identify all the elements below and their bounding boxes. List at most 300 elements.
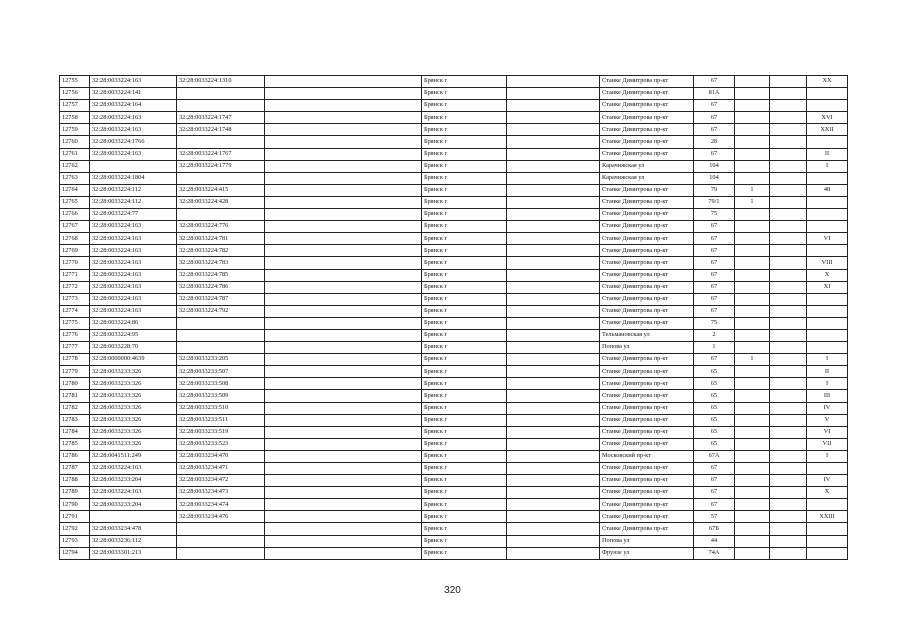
cell-parent-cadastral-number: 32:28:0033224:163 [90, 112, 177, 124]
table-row [60, 221, 848, 233]
cell-house-number: 67 [694, 100, 735, 112]
cell-premises-number [807, 100, 848, 112]
cell-house-number: 67 [694, 487, 735, 499]
cell-street: Станке Димитрова пр-кт [600, 305, 694, 317]
cell-parent-cadastral-number: 32:28:0033233:204 [90, 499, 177, 511]
cell-cadastral-number: 32:28:0033234:472 [177, 475, 265, 487]
cell-row-number: 12758 [60, 112, 90, 124]
cell-blank-column [265, 269, 422, 281]
cell-blank-column [265, 366, 422, 378]
cell-extra [770, 305, 807, 317]
cell-row-number: 12756 [60, 88, 90, 100]
cell-district [507, 354, 600, 366]
cell-blank-column [265, 342, 422, 354]
cell-cadastral-number: 32:28:0033233:205 [177, 354, 265, 366]
cell-premises-number [807, 523, 848, 535]
cell-district [507, 305, 600, 317]
cell-extra [770, 487, 807, 499]
cell-extra [770, 438, 807, 450]
cell-district [507, 499, 600, 511]
cell-premises-number [807, 88, 848, 100]
cell-street: Станке Димитрова пр-кт [600, 257, 694, 269]
cell-building [735, 221, 770, 233]
cell-building [735, 112, 770, 124]
cell-district [507, 475, 600, 487]
cell-district [507, 378, 600, 390]
cell-building [735, 88, 770, 100]
cell-blank-column [265, 390, 422, 402]
cell-street: Станке Димитрова пр-кт [600, 511, 694, 523]
cell-extra [770, 281, 807, 293]
cell-house-number: 67 [694, 257, 735, 269]
cell-house-number: 67 [694, 112, 735, 124]
cell-premises-number [807, 547, 848, 559]
cell-house-number: 65 [694, 378, 735, 390]
cell-street: Станке Димитрова пр-кт [600, 196, 694, 208]
cell-parent-cadastral-number: 32:28:0033224:95 [90, 329, 177, 341]
cell-blank-column [265, 112, 422, 124]
cell-building [735, 426, 770, 438]
cell-house-number: 28 [694, 136, 735, 148]
cell-street: Станке Димитрова пр-кт [600, 245, 694, 257]
cell-extra [770, 184, 807, 196]
cell-house-number: 67 [694, 354, 735, 366]
cell-parent-cadastral-number: 32:28:0033224:141 [90, 88, 177, 100]
cell-row-number: 12768 [60, 233, 90, 245]
page-number: 320 [444, 585, 461, 596]
table-row [60, 487, 848, 499]
table-row [60, 136, 848, 148]
cell-building [735, 160, 770, 172]
table-row [60, 354, 848, 366]
cell-district [507, 293, 600, 305]
cell-extra [770, 499, 807, 511]
cell-row-number: 12781 [60, 390, 90, 402]
cell-extra [770, 329, 807, 341]
cell-parent-cadastral-number: 32:28:0000000:4639 [90, 354, 177, 366]
cell-house-number: 67 [694, 124, 735, 136]
table-row [60, 342, 848, 354]
cell-house-number: 79 [694, 184, 735, 196]
cell-row-number: 12780 [60, 378, 90, 390]
cell-street: Станке Димитрова пр-кт [600, 463, 694, 475]
table-row [60, 124, 848, 136]
cell-premises-number [807, 293, 848, 305]
table-row [60, 233, 848, 245]
cell-row-number: 12777 [60, 342, 90, 354]
cell-city: Брянск г [422, 257, 507, 269]
cell-row-number: 12794 [60, 547, 90, 559]
cell-row-number: 12778 [60, 354, 90, 366]
cell-blank-column [265, 233, 422, 245]
cell-blank-column [265, 414, 422, 426]
cell-house-number: 79/1 [694, 196, 735, 208]
cell-house-number: 67 [694, 245, 735, 257]
cell-row-number: 12771 [60, 269, 90, 281]
cell-blank-column [265, 487, 422, 499]
cell-building [735, 293, 770, 305]
table-row [60, 148, 848, 160]
cell-city: Брянск г [422, 172, 507, 184]
cell-cadastral-number: 32:28:0033234:470 [177, 450, 265, 462]
cell-extra [770, 233, 807, 245]
cell-cadastral-number: 32:28:0033224:783 [177, 257, 265, 269]
table-row [60, 172, 848, 184]
cell-parent-cadastral-number: 32:28:0033224:86 [90, 317, 177, 329]
cell-extra [770, 257, 807, 269]
cell-building [735, 136, 770, 148]
cell-cadastral-number: 32:28:0033224:1767 [177, 148, 265, 160]
cell-parent-cadastral-number: 32:28:0033224:1766 [90, 136, 177, 148]
cell-premises-number: IV [807, 475, 848, 487]
cell-house-number: 65 [694, 366, 735, 378]
cell-parent-cadastral-number: 32:28:0033224:163 [90, 463, 177, 475]
cell-parent-cadastral-number: 32:28:0033224:77 [90, 209, 177, 221]
cell-row-number: 12782 [60, 402, 90, 414]
cell-district [507, 148, 600, 160]
cell-extra [770, 196, 807, 208]
cell-district [507, 269, 600, 281]
cell-street: Станке Димитрова пр-кт [600, 269, 694, 281]
cell-cadastral-number: 32:28:0033224:786 [177, 281, 265, 293]
cell-building [735, 378, 770, 390]
cell-building [735, 450, 770, 462]
cell-city: Брянск г [422, 414, 507, 426]
cell-extra [770, 523, 807, 535]
cell-city: Брянск г [422, 354, 507, 366]
cell-extra [770, 245, 807, 257]
cell-house-number: 65 [694, 414, 735, 426]
cell-city: Брянск г [422, 269, 507, 281]
cell-street: Станке Димитрова пр-кт [600, 523, 694, 535]
cell-city: Брянск г [422, 245, 507, 257]
cell-building [735, 281, 770, 293]
cell-blank-column [265, 172, 422, 184]
cell-extra [770, 450, 807, 462]
cell-cadastral-number: 32:28:0033224:415 [177, 184, 265, 196]
cell-cadastral-number: 32:28:0033234:474 [177, 499, 265, 511]
cell-premises-number: VIII [807, 257, 848, 269]
cell-district [507, 342, 600, 354]
cell-cadastral-number [177, 88, 265, 100]
cell-street: Станке Димитрова пр-кт [600, 390, 694, 402]
cell-row-number: 12767 [60, 221, 90, 233]
cell-district [507, 463, 600, 475]
cell-district [507, 329, 600, 341]
cell-premises-number: I [807, 378, 848, 390]
cell-parent-cadastral-number [90, 511, 177, 523]
cell-building [735, 366, 770, 378]
cell-blank-column [265, 475, 422, 487]
cell-parent-cadastral-number: 32:28:0033236:112 [90, 535, 177, 547]
cell-cadastral-number: 32:28:0033233:511 [177, 414, 265, 426]
table-row [60, 475, 848, 487]
cell-building [735, 342, 770, 354]
cell-building: 1 [735, 184, 770, 196]
cell-blank-column [265, 160, 422, 172]
cell-street: Станке Димитрова пр-кт [600, 414, 694, 426]
cell-premises-number: V [807, 414, 848, 426]
cell-premises-number: XVI [807, 112, 848, 124]
cell-house-number: 67 [694, 233, 735, 245]
cell-city: Брянск г [422, 523, 507, 535]
cell-building [735, 124, 770, 136]
table-row [60, 257, 848, 269]
cell-premises-number [807, 245, 848, 257]
cell-district [507, 88, 600, 100]
cell-premises-number: X [807, 269, 848, 281]
cell-building: 1 [735, 354, 770, 366]
cell-building [735, 414, 770, 426]
cell-extra [770, 160, 807, 172]
cell-building [735, 148, 770, 160]
cell-blank-column [265, 305, 422, 317]
cell-parent-cadastral-number: 32:28:0041511:249 [90, 450, 177, 462]
cell-district [507, 547, 600, 559]
cell-blank-column [265, 221, 422, 233]
cell-extra [770, 76, 807, 88]
cell-street: Станке Димитрова пр-кт [600, 184, 694, 196]
cell-cadastral-number [177, 329, 265, 341]
cell-blank-column [265, 450, 422, 462]
cell-building [735, 535, 770, 547]
cell-city: Брянск г [422, 450, 507, 462]
cell-extra [770, 426, 807, 438]
cell-street: Московский пр-кт [600, 450, 694, 462]
cell-building [735, 329, 770, 341]
cell-cadastral-number: 32:28:0033233:509 [177, 390, 265, 402]
cell-district [507, 450, 600, 462]
cell-cadastral-number: 32:28:0033233:510 [177, 402, 265, 414]
cell-premises-number [807, 196, 848, 208]
cell-district [507, 136, 600, 148]
cell-city: Брянск г [422, 136, 507, 148]
cell-premises-number: I [807, 354, 848, 366]
cell-extra [770, 136, 807, 148]
cell-blank-column [265, 438, 422, 450]
cell-house-number: 65 [694, 426, 735, 438]
cell-building [735, 257, 770, 269]
cell-parent-cadastral-number: 32:28:0033224:163 [90, 233, 177, 245]
cell-blank-column [265, 547, 422, 559]
cell-house-number: 1 [694, 342, 735, 354]
cell-extra [770, 172, 807, 184]
cell-city: Брянск г [422, 124, 507, 136]
cell-row-number: 12785 [60, 438, 90, 450]
cell-cadastral-number: 32:28:0033224:1779 [177, 160, 265, 172]
cell-house-number: 75 [694, 317, 735, 329]
cell-cadastral-number [177, 317, 265, 329]
cell-building [735, 269, 770, 281]
cell-cadastral-number: 32:28:0033224:1748 [177, 124, 265, 136]
cell-row-number: 12772 [60, 281, 90, 293]
cell-parent-cadastral-number: 32:28:0033234:478 [90, 523, 177, 535]
cell-row-number: 12783 [60, 414, 90, 426]
cell-house-number: 81А [694, 88, 735, 100]
cell-blank-column [265, 209, 422, 221]
cell-row-number: 12786 [60, 450, 90, 462]
cell-street: Станке Димитрова пр-кт [600, 76, 694, 88]
cell-blank-column [265, 317, 422, 329]
cell-blank-column [265, 499, 422, 511]
cell-cadastral-number [177, 209, 265, 221]
cell-house-number: 2 [694, 329, 735, 341]
cell-city: Брянск г [422, 475, 507, 487]
cell-parent-cadastral-number: 32:28:0033224:112 [90, 184, 177, 196]
cell-premises-number: XX [807, 76, 848, 88]
cell-blank-column [265, 257, 422, 269]
cell-row-number: 12757 [60, 100, 90, 112]
table-row [60, 329, 848, 341]
cell-blank-column [265, 293, 422, 305]
cell-parent-cadastral-number: 32:28:0033224:112 [90, 196, 177, 208]
cell-house-number: 104 [694, 172, 735, 184]
cell-city: Брянск г [422, 112, 507, 124]
cell-row-number: 12788 [60, 475, 90, 487]
cell-street: Станке Димитрова пр-кт [600, 475, 694, 487]
cell-street: Фрунзе ул [600, 547, 694, 559]
cell-district [507, 76, 600, 88]
cell-row-number: 12776 [60, 329, 90, 341]
table-row [60, 523, 848, 535]
table-row [60, 196, 848, 208]
cell-city: Брянск г [422, 184, 507, 196]
cell-parent-cadastral-number: 32:28:0033224:163 [90, 293, 177, 305]
cadastral-table [59, 75, 848, 560]
cell-cadastral-number: 32:28:0033224:781 [177, 233, 265, 245]
cell-blank-column [265, 329, 422, 341]
cell-house-number: 44 [694, 535, 735, 547]
cell-street: Станке Димитрова пр-кт [600, 148, 694, 160]
cell-district [507, 366, 600, 378]
cell-blank-column [265, 535, 422, 547]
cell-blank-column [265, 76, 422, 88]
cell-premises-number [807, 499, 848, 511]
cell-blank-column [265, 402, 422, 414]
cell-street: Станке Димитрова пр-кт [600, 136, 694, 148]
cell-row-number: 12770 [60, 257, 90, 269]
cell-blank-column [265, 184, 422, 196]
cell-cadastral-number: 32:28:0033224:776 [177, 221, 265, 233]
cell-cadastral-number: 32:28:0033233:523 [177, 438, 265, 450]
cell-city: Брянск г [422, 402, 507, 414]
cell-cadastral-number: 32:28:0033233:508 [177, 378, 265, 390]
table-row [60, 76, 848, 88]
table-row [60, 112, 848, 124]
cell-cadastral-number [177, 535, 265, 547]
cell-house-number: 67 [694, 475, 735, 487]
cell-cadastral-number: 32:28:0033224:428 [177, 196, 265, 208]
cell-row-number: 12789 [60, 487, 90, 499]
cell-cadastral-number [177, 136, 265, 148]
cell-house-number: 67 [694, 269, 735, 281]
cell-parent-cadastral-number: 32:28:0033224:163 [90, 305, 177, 317]
cell-parent-cadastral-number: 32:28:0033224:163 [90, 124, 177, 136]
cell-row-number: 12779 [60, 366, 90, 378]
cell-row-number: 12766 [60, 209, 90, 221]
cell-building [735, 100, 770, 112]
cell-extra [770, 269, 807, 281]
cell-city: Брянск г [422, 305, 507, 317]
table-row [60, 305, 848, 317]
cell-city: Брянск г [422, 511, 507, 523]
cell-street: Станке Димитрова пр-кт [600, 317, 694, 329]
cell-building [735, 438, 770, 450]
cell-parent-cadastral-number: 32:28:0033224:163 [90, 76, 177, 88]
cell-district [507, 402, 600, 414]
cell-house-number: 67 [694, 76, 735, 88]
cell-house-number: 67А [694, 450, 735, 462]
cell-premises-number: III [807, 390, 848, 402]
cell-parent-cadastral-number: 32:28:0033224:164 [90, 100, 177, 112]
cell-premises-number [807, 221, 848, 233]
cell-street: Станке Димитрова пр-кт [600, 112, 694, 124]
cell-blank-column [265, 196, 422, 208]
cell-cadastral-number: 32:28:0033224:1747 [177, 112, 265, 124]
cell-house-number: 104 [694, 160, 735, 172]
cell-premises-number: XXIII [807, 511, 848, 523]
cell-street: Карачижская ул [600, 172, 694, 184]
cell-blank-column [265, 378, 422, 390]
cell-cadastral-number: 32:28:0033224:785 [177, 269, 265, 281]
cell-cadastral-number: 32:28:0033233:507 [177, 366, 265, 378]
cell-parent-cadastral-number: 32:28:0033224:163 [90, 257, 177, 269]
cell-extra [770, 293, 807, 305]
cell-blank-column [265, 88, 422, 100]
cell-building [735, 499, 770, 511]
cell-city: Брянск г [422, 281, 507, 293]
cell-premises-number: 48 [807, 184, 848, 196]
cell-cadastral-number: 32:28:0033234:476 [177, 511, 265, 523]
cell-street: Станке Димитрова пр-кт [600, 402, 694, 414]
cell-city: Брянск г [422, 209, 507, 221]
cell-district [507, 414, 600, 426]
table-row [60, 209, 848, 221]
table-row [60, 317, 848, 329]
cell-house-number: 67 [694, 499, 735, 511]
table-row [60, 184, 848, 196]
cell-extra [770, 547, 807, 559]
cell-extra [770, 366, 807, 378]
cell-premises-number: I [807, 450, 848, 462]
table-row [60, 293, 848, 305]
cell-street: Станке Димитрова пр-кт [600, 487, 694, 499]
cell-building [735, 463, 770, 475]
cell-parent-cadastral-number: 32:28:0033233:326 [90, 426, 177, 438]
cell-house-number: 75 [694, 209, 735, 221]
table-row [60, 535, 848, 547]
cell-blank-column [265, 354, 422, 366]
cell-district [507, 124, 600, 136]
cell-city: Брянск г [422, 499, 507, 511]
cell-building: 1 [735, 196, 770, 208]
cell-house-number: 67 [694, 293, 735, 305]
cell-cadastral-number [177, 342, 265, 354]
table-row [60, 414, 848, 426]
cell-row-number: 12763 [60, 172, 90, 184]
table-row [60, 463, 848, 475]
cell-parent-cadastral-number: 32:28:0033224:163 [90, 269, 177, 281]
cell-district [507, 390, 600, 402]
cell-extra [770, 221, 807, 233]
cell-district [507, 426, 600, 438]
cell-premises-number: II [807, 366, 848, 378]
cell-blank-column [265, 523, 422, 535]
cell-city: Брянск г [422, 88, 507, 100]
cell-street: Попова ул [600, 535, 694, 547]
cell-building [735, 172, 770, 184]
cell-cadastral-number: 32:28:0033224:782 [177, 245, 265, 257]
